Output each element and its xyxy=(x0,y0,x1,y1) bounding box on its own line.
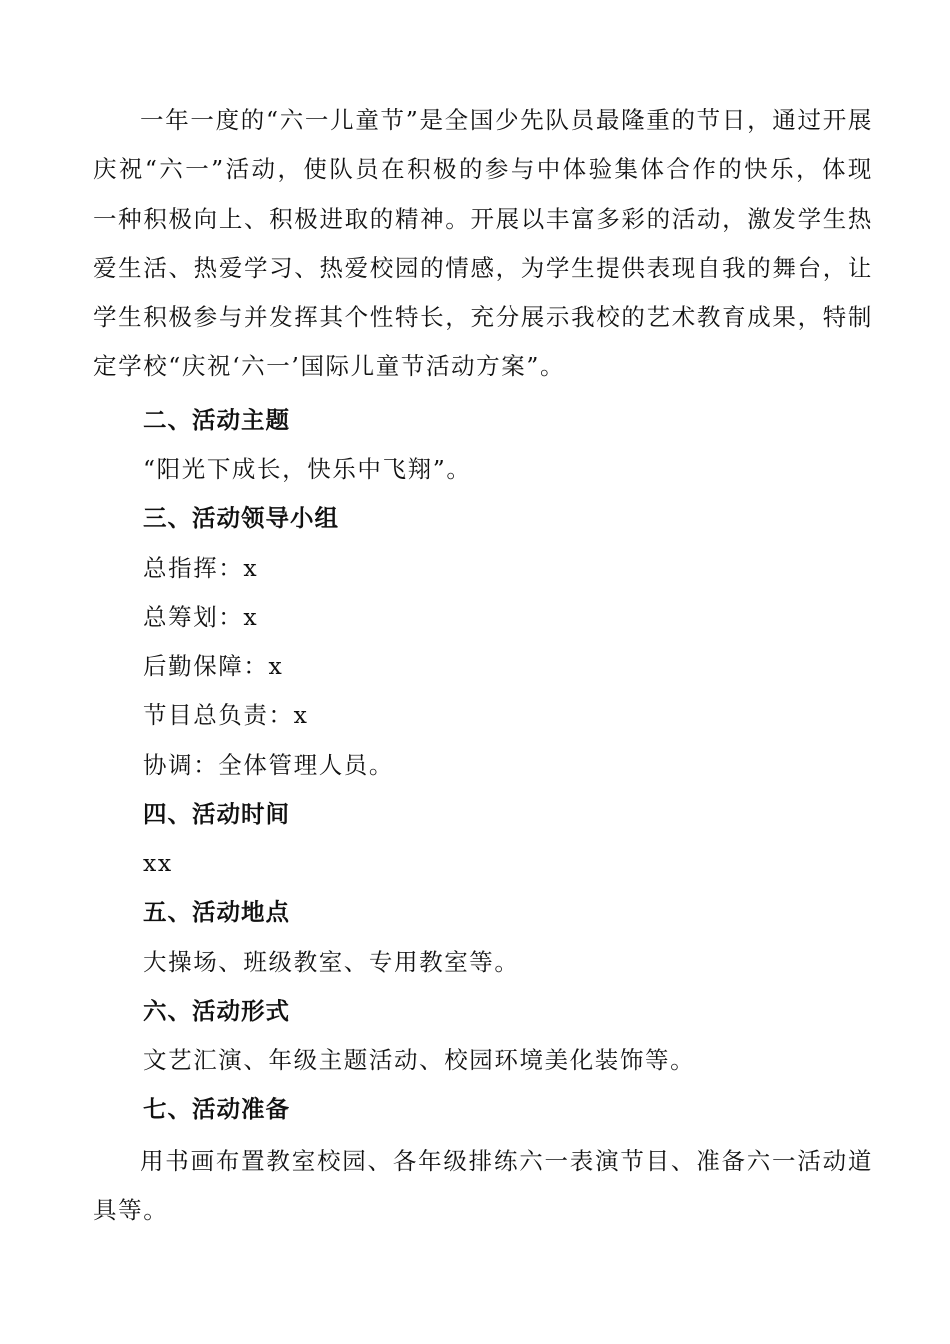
section-body-preparation: 用书画布置教室校园、各年级排练六一表演节目、准备六一活动道具等。 xyxy=(93,1147,873,1225)
section-heading-preparation: 七、活动准备 xyxy=(143,1095,290,1123)
section-body-time: xx xyxy=(143,849,173,877)
section-body-theme: “阳光下成长，快乐中飞翔”。 xyxy=(143,455,472,483)
section-heading-format: 六、活动形式 xyxy=(143,997,290,1025)
section-heading-location: 五、活动地点 xyxy=(143,898,290,926)
leadership-item-planner: 总筹划：x xyxy=(143,603,259,631)
leadership-item-program-lead: 节目总负责：x xyxy=(143,701,309,729)
section-body-location: 大操场、班级教室、专用教室等。 xyxy=(143,948,520,976)
section-body-format: 文艺汇演、年级主题活动、校园环境美化装饰等。 xyxy=(143,1046,696,1074)
leadership-item-logistics: 后勤保障：x xyxy=(143,652,284,680)
section-heading-theme: 二、活动主题 xyxy=(143,406,290,434)
section-heading-leadership: 三、活动领导小组 xyxy=(143,504,339,532)
leadership-item-coordination: 协调：全体管理人员。 xyxy=(143,751,394,779)
leadership-item-commander: 总指挥：x xyxy=(143,554,259,582)
intro-paragraph: 一年一度的“六一儿童节”是全国少先队员最隆重的节日，通过开展庆祝“六一”活动，使队员在积极的参与中体验集体合作的快乐，体现一种积极向上、积极进取的精神。开展以丰富多彩的活动，激发学生热爱生活、热爱学习、热爱校园的情感，为学生提供表现自我的舞台，让学生积极参与并发挥其个性特长，充分展示我校的艺术教育成果，特制定学校“庆祝‘六一’国际儿童节活动方案”。 xyxy=(93,106,873,381)
section-heading-time: 四、活动时间 xyxy=(143,800,290,828)
